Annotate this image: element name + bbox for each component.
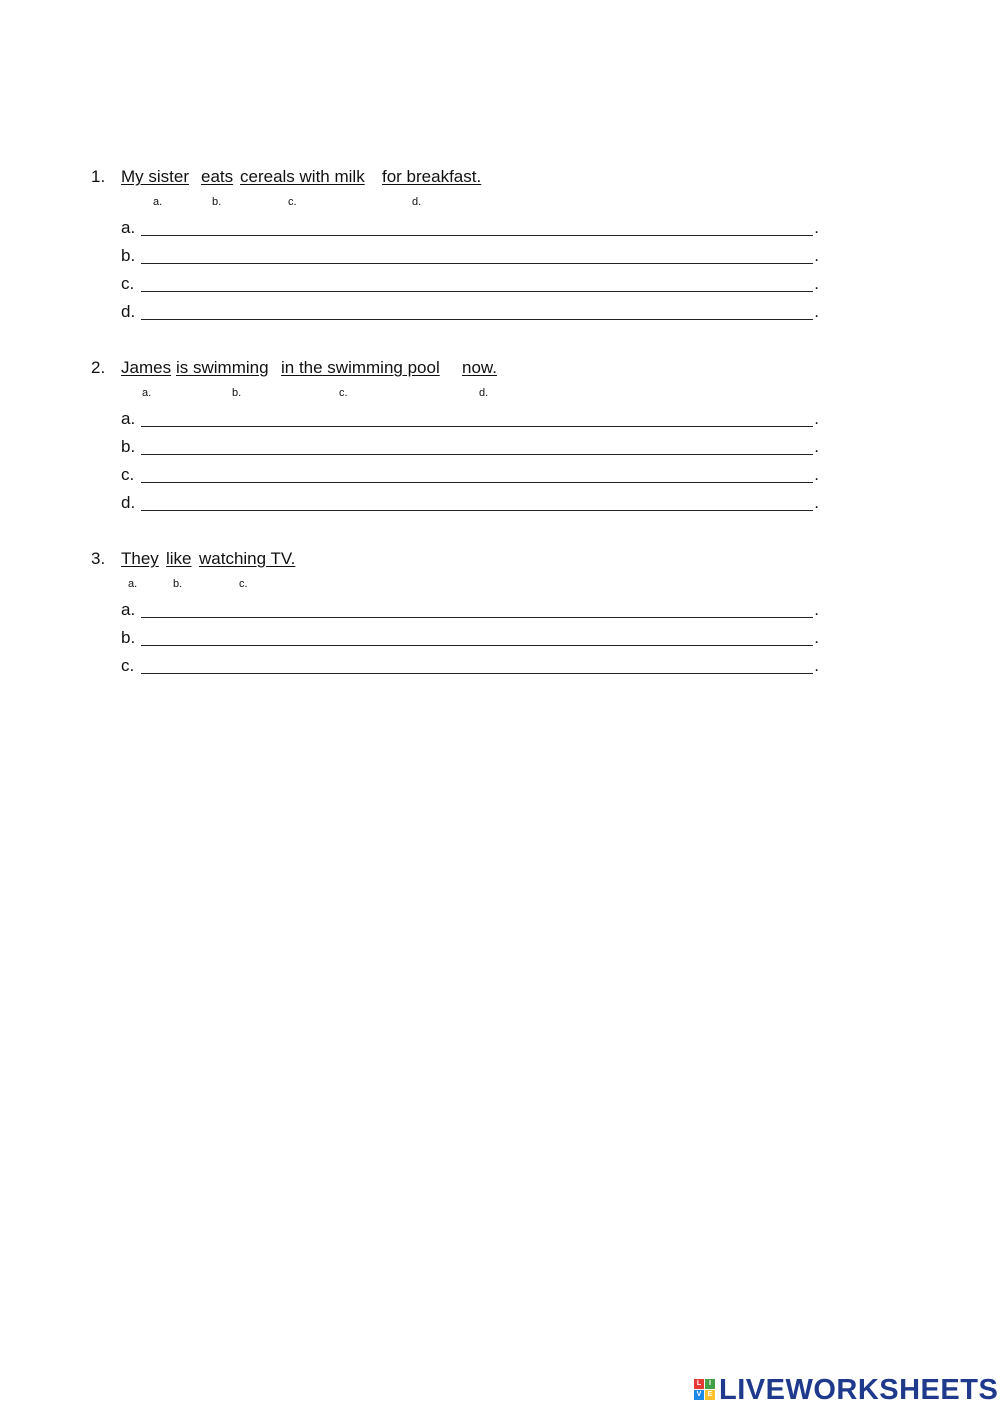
- answer-end: .: [814, 274, 819, 293]
- logo-mark-icon: [694, 1379, 716, 1401]
- answer-end: .: [814, 437, 819, 456]
- answer-line[interactable]: [121, 654, 821, 676]
- answer-line[interactable]: [121, 435, 821, 457]
- segment-label: b.: [212, 196, 222, 208]
- answer-blank[interactable]: [141, 319, 813, 320]
- logo-tile: E: [705, 1390, 715, 1400]
- answer-blank[interactable]: [141, 673, 813, 674]
- segment-label: b.: [173, 578, 183, 590]
- answer-end: .: [814, 465, 819, 484]
- answer-label: a.: [121, 218, 136, 237]
- answer-line[interactable]: [121, 300, 821, 322]
- answer-end: .: [814, 218, 819, 237]
- logo-tile: L: [694, 1379, 704, 1389]
- answer-blank[interactable]: [141, 235, 813, 236]
- answer-end: .: [814, 628, 819, 647]
- answer-label: c.: [121, 274, 135, 293]
- answer-label: d.: [121, 493, 136, 512]
- answer-line[interactable]: [121, 216, 821, 238]
- segment-b: is swimming: [176, 358, 269, 377]
- answer-end: .: [814, 302, 819, 321]
- answer-end: .: [814, 246, 819, 265]
- answer-blank[interactable]: [141, 617, 813, 618]
- segment-d: now.: [462, 358, 497, 377]
- answer-blank[interactable]: [141, 510, 813, 511]
- answer-blank[interactable]: [141, 291, 813, 292]
- answer-line[interactable]: [121, 244, 821, 266]
- answer-label: b.: [121, 628, 136, 647]
- logo-tile: I: [705, 1379, 715, 1389]
- answer-line[interactable]: [121, 598, 821, 620]
- segment-label: d.: [412, 196, 422, 208]
- answer-label: c.: [121, 656, 135, 675]
- answer-blank[interactable]: [141, 645, 813, 646]
- segment-label: d.: [479, 387, 489, 399]
- segment-label: a.: [128, 578, 138, 590]
- segment-d: for breakfast.: [382, 167, 482, 186]
- segment-label: a.: [153, 196, 163, 208]
- segment-label: b.: [232, 387, 242, 399]
- segment-b: eats: [201, 167, 234, 186]
- answer-blank[interactable]: [141, 263, 813, 264]
- logo-tile: V: [694, 1390, 704, 1400]
- segment-label: a.: [142, 387, 152, 399]
- segment-a: My sister: [121, 167, 189, 186]
- segment-label: c.: [239, 578, 248, 590]
- segment-a: James: [121, 358, 172, 377]
- segment-c: in the swimming pool: [281, 358, 440, 377]
- answer-label: a.: [121, 600, 136, 619]
- answer-label: b.: [121, 246, 136, 265]
- answer-label: b.: [121, 437, 136, 456]
- segment-a: They: [121, 549, 159, 568]
- answer-line[interactable]: [121, 272, 821, 294]
- question-number: 2.: [91, 358, 106, 377]
- answer-label: a.: [121, 409, 136, 428]
- answer-blank[interactable]: [141, 454, 813, 455]
- segment-label: c.: [339, 387, 348, 399]
- answer-end: .: [814, 493, 819, 512]
- brand-name: LIVEWORKSHEETS: [719, 1374, 999, 1406]
- segment-b: like: [166, 549, 192, 568]
- answer-end: .: [814, 600, 819, 619]
- answer-end: .: [814, 656, 819, 675]
- answer-label: d.: [121, 302, 136, 321]
- answer-line[interactable]: [121, 463, 821, 485]
- segment-c: cereals with milk: [240, 167, 365, 186]
- answer-line[interactable]: [121, 491, 821, 513]
- answer-line[interactable]: [121, 626, 821, 648]
- answer-line[interactable]: [121, 407, 821, 429]
- segment-label: c.: [288, 196, 297, 208]
- answer-blank[interactable]: [141, 482, 813, 483]
- answer-blank[interactable]: [141, 426, 813, 427]
- answer-label: c.: [121, 465, 135, 484]
- segment-c: watching TV.: [199, 549, 296, 568]
- answer-end: .: [814, 409, 819, 428]
- question-number: 3.: [91, 549, 106, 568]
- question-number: 1.: [91, 167, 106, 186]
